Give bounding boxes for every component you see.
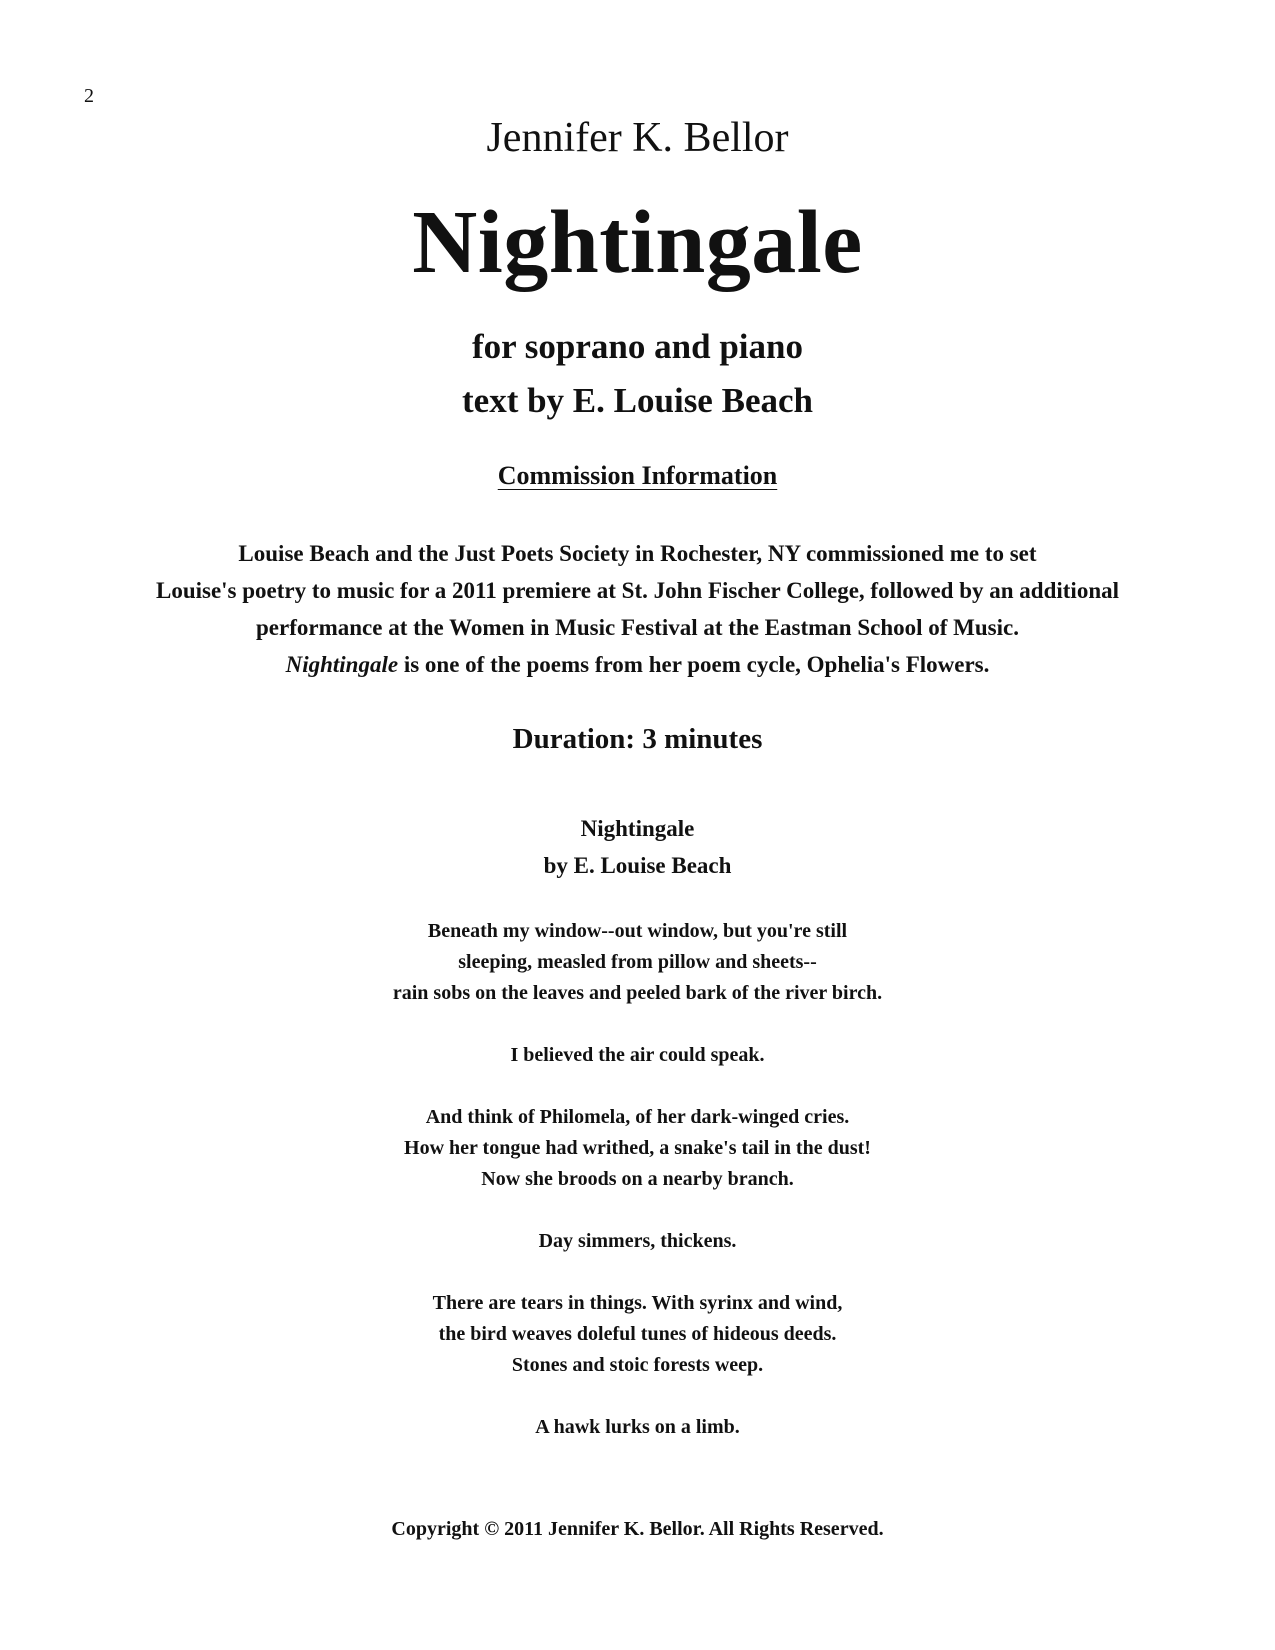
commission-line: Louise's poetry to music for a 2011 premiere at St. John Fischer College, followed by an additional <box>155 578 1119 603</box>
poem-line: the bird weaves doleful tunes of hideous deeds. <box>438 1323 837 1345</box>
page-title: Nightingale <box>412 193 863 292</box>
copyright-notice: Copyright © 2011 Jennifer K. Bellor. All Rights Reserved. <box>391 1518 884 1540</box>
duration: Duration: 3 minutes <box>512 723 763 755</box>
poem-line: How her tongue had writhed, a snake's tail in the dust! <box>404 1137 871 1159</box>
subtitle <box>0 320 1275 428</box>
poem-line: There are tears in things. With syrinx and wind, <box>432 1292 843 1314</box>
poem-stanza <box>0 1288 1275 1381</box>
poem-line: sleeping, measled from pillow and sheets-- <box>458 951 817 973</box>
commission-heading-text: Commission Information <box>497 461 778 490</box>
poem-author: by E. Louise Beach <box>543 853 732 878</box>
poem-line: rain sobs on the leaves and peeled bark of the river birch. <box>392 982 883 1004</box>
commission-line-rest: is one of the poems from her poem cycle, Ophelia's Flowers. <box>398 652 990 677</box>
commission-heading <box>0 460 1275 491</box>
poem-line: Stones and stoic forests weep. <box>511 1354 764 1376</box>
poem-stanza <box>0 1412 1275 1443</box>
poem-line: Beneath my window--out window, but you're still <box>427 920 848 942</box>
subtitle-text-credit: text by E. Louise Beach <box>462 381 813 420</box>
page-number: 2 <box>84 85 94 107</box>
poem-line: Now she broods on a nearby branch. <box>481 1168 794 1190</box>
poem-stanza <box>0 1102 1275 1195</box>
poem-line: And think of Philomela, of her dark-winged cries. <box>425 1106 850 1128</box>
poem-stanza <box>0 1040 1275 1071</box>
commission-line: performance at the Women in Music Festival at the Eastman School of Music. <box>256 615 1019 640</box>
commission-line-last <box>0 646 1275 683</box>
poem-stanza <box>0 1226 1275 1257</box>
commission-line: Louise Beach and the Just Poets Society in Rochester, NY commissioned me to set <box>238 541 1037 566</box>
subtitle-instrumentation: for soprano and piano <box>472 327 803 366</box>
poem-line: I believed the air could speak. <box>510 1044 765 1066</box>
composer-name: Jennifer K. Bellor <box>486 115 789 161</box>
poem-title: Nightingale <box>580 816 695 841</box>
poem-line: Day simmers, thickens. <box>538 1230 737 1252</box>
poem-header <box>0 810 1275 884</box>
poem-line: A hawk lurks on a limb. <box>535 1416 740 1438</box>
commission-paragraph <box>0 535 1275 683</box>
poem-stanza <box>0 916 1275 1009</box>
poem-title-italic: Nightingale <box>285 652 399 677</box>
poem-body <box>0 916 1275 1474</box>
